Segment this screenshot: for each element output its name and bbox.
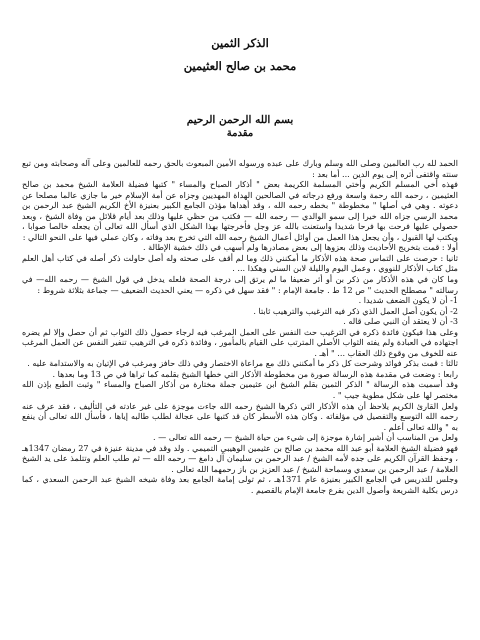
paragraph-benefit: وعلى هذا فيكون فائدة ذكره في الترغيب حث النفس على العمل المرغب فيه لرجاء حصول ذلك الثواب ثم أن حصل وإلا لم يضره اجتهاده في العبادة ولم يفته الثواب الأصلي المترتب على القيام بالمأمور ، وفائدة ذكره في الترهيب تنفير النفس عن العمل المرغب عنه للخوف من وقوع ذلك العقاب ... " أهـ . [22, 326, 458, 358]
list-item-condition-3: 3- أن لا يعتقد أن النبي صلى قاله . [343, 316, 458, 327]
document-author: محمد بن صالح العثيمين [183, 59, 297, 73]
paragraph-biography: فهو فضيلة الشيخ العلامة أبو عبد الله محمد بن صالح بن عثيمين الوهيبي التميمي . ولد وقد في مدينة عنيزة في 27 رمضان 1347هـ ، وحفظ القرآن الكريم على جده لأمه الشيخ / عبد الرحمن بن سليمان آل دامغ — رحمه الله — ثم طلب العلم وتتلمذ على يد الشيخ العلامة / عبد الرحمن بن سعدي وسماحة الشيخ / عبد العزيز بن باز رحمهما الله تعالى . [22, 442, 458, 474]
basmala: بسم الله الرحمن الرحيم [186, 114, 294, 126]
paragraph-about: فهذه أخي المسلم الكريم وأختي المسلمة الكريمة بعض " أذكار الصباح والمساء " كتبها فضيلة العلامة الشيخ محمد بن صالح العثيمين ، رحمه الله رحمة واسعة ورفع درجاته في الصالحين الهداة المهديين وجزاه عن أمة الإسلام خير ما جازي عالما مصلحا عن دعوته . وهي في أصلها " مخطوطة " بخطه رحمه الله ، وقد أهداها مؤذن الجامع الكبير بعنيزة الأخ الكريم الشيخ عبد الرحمن بن محمد الرسي جزاه الله خيرا إلى سمو الوالدي — رحمه الله — فكتب من حظي عليها وذلك بعد أيام قلائل من وفاة الشيخ ، وبعد حصولي عليها فرحت بها فرحا شديدا واستعنت بالله عز وجل فأخرجتها بهذا الشكل الذي أسأل الله تعالى أن يجعله خالصا صوابا ، ويكتب لها القبول ، وأن يجعل هذا العمل من أوائل أعمال الشيخ رحمه الله التي تخرج بعد وفاته ، وكان عملي فيها على النحو التالي : [22, 179, 458, 242]
list-item-condition-2: 2- أن يكون أصل العمل الذي ذكر فيه الترغيب والترهيب ثابتا . [253, 305, 458, 316]
paragraph-weak-hadith: وما كان في هذه الأذكار من ذكر بن أو أثر ضعيفا ما لم يرتق إلى درجة الصحة فلعله يدخل في قول الشيخ — رحمه الله— في رسالته " مصطلح الحديث " ص 12 ط . جامعة الإمام : " فقد سهل في ذكره — يعني الحديث الضعيف — جماعة بثلاثة شروط : [22, 274, 458, 295]
document-body [22, 158, 458, 496]
paragraph-brevity: ولعل القارئ الكريم يلاحظ أن هذه الأذكار التي ذكرها الشيخ رحمه الله جاءت موجزة على غير عادته في التأليف ، فقد عرف عنه رحمه الله التوسع والتفصيل في مؤلفاته . وكان هذه الأسطر كان قد كتبها على عجالة لطلب طالبه إياها ، فأسأل الله تعالى أن ينفع به " والله تعالى أعلم . [22, 400, 458, 432]
paragraph-opening: الحمد لله رب العالمين وصلى الله وسلم وبارك على عبده ورسوله الأمين المبعوث بالحق رحمه للعالمين وعلى آله وصحابته ومن تبع سنته واقتفى أثره إلى يوم الدين ... أما بعد : [22, 158, 458, 179]
document-title: الذكر الثمين [211, 36, 269, 50]
paragraph-naming: وقد أسميت هذه الرسالة " الذكر الثمين بقلم الشيخ ابن عثيمين جملة مختارة من أذكار الصباح والمساء " وثبت الطبع بإذن الله مختصر لها على شكل مطوية جيب " . [22, 379, 458, 401]
paragraph-point-1: أولا : قمت بتخريج الأحاديث وذلك بعزوها إلى بعض مصادرها ولم أسهب في ذلك خشية الإطالة . [143, 242, 458, 253]
introduction-heading: مقدمة [226, 128, 254, 139]
paragraph-teaching: وجلس للتدريس في الجامع الكبير بعنيزة عام 1371هـ ، ثم تولى إمامة الجامع بعد وفاة شيخه الشيخ عبد الرحمن السعدي ، كما درس بكلية الشريعة وأصول الدين بفرع جامعة الإمام بالقصيم . [22, 474, 458, 495]
paragraph-biography-intro: ولعل من المناسب أن أشير إشارة موجزة إلى شيء من حياة الشيخ — رحمه الله تعالى — . [153, 432, 458, 443]
list-item-condition-1: 1- أن لا يكون الضعف شديدا . [358, 295, 458, 306]
paragraph-point-2: ثانيا : حرصت على التماس صحة هذه الأذكار ما أمكنني ذلك وما لم أقف على صحته وله أصل حاولت ذكر أصله في كتاب أهل العلم مثل كتاب الأذكار للنووي ، وعمل اليوم والليلة لابن السني وهكذا ... . [22, 252, 458, 274]
paragraph-point-3: ثالثا : قمت بذكر فوائد وشرحت كل ذكر ما أمكنني ذلك مع مراعاة الاختصار وفي ذلك حافز ومرغب في الإتيان به والاستدامة عليه . [27, 358, 458, 369]
paragraph-point-4: رابعا : وضعت في مقدمة هذه الرسالة صورة من مخطوطة الأذكار التي خطها الشيخ بقلمه كما تراها في ص 13 وما بعدها . [52, 368, 458, 379]
